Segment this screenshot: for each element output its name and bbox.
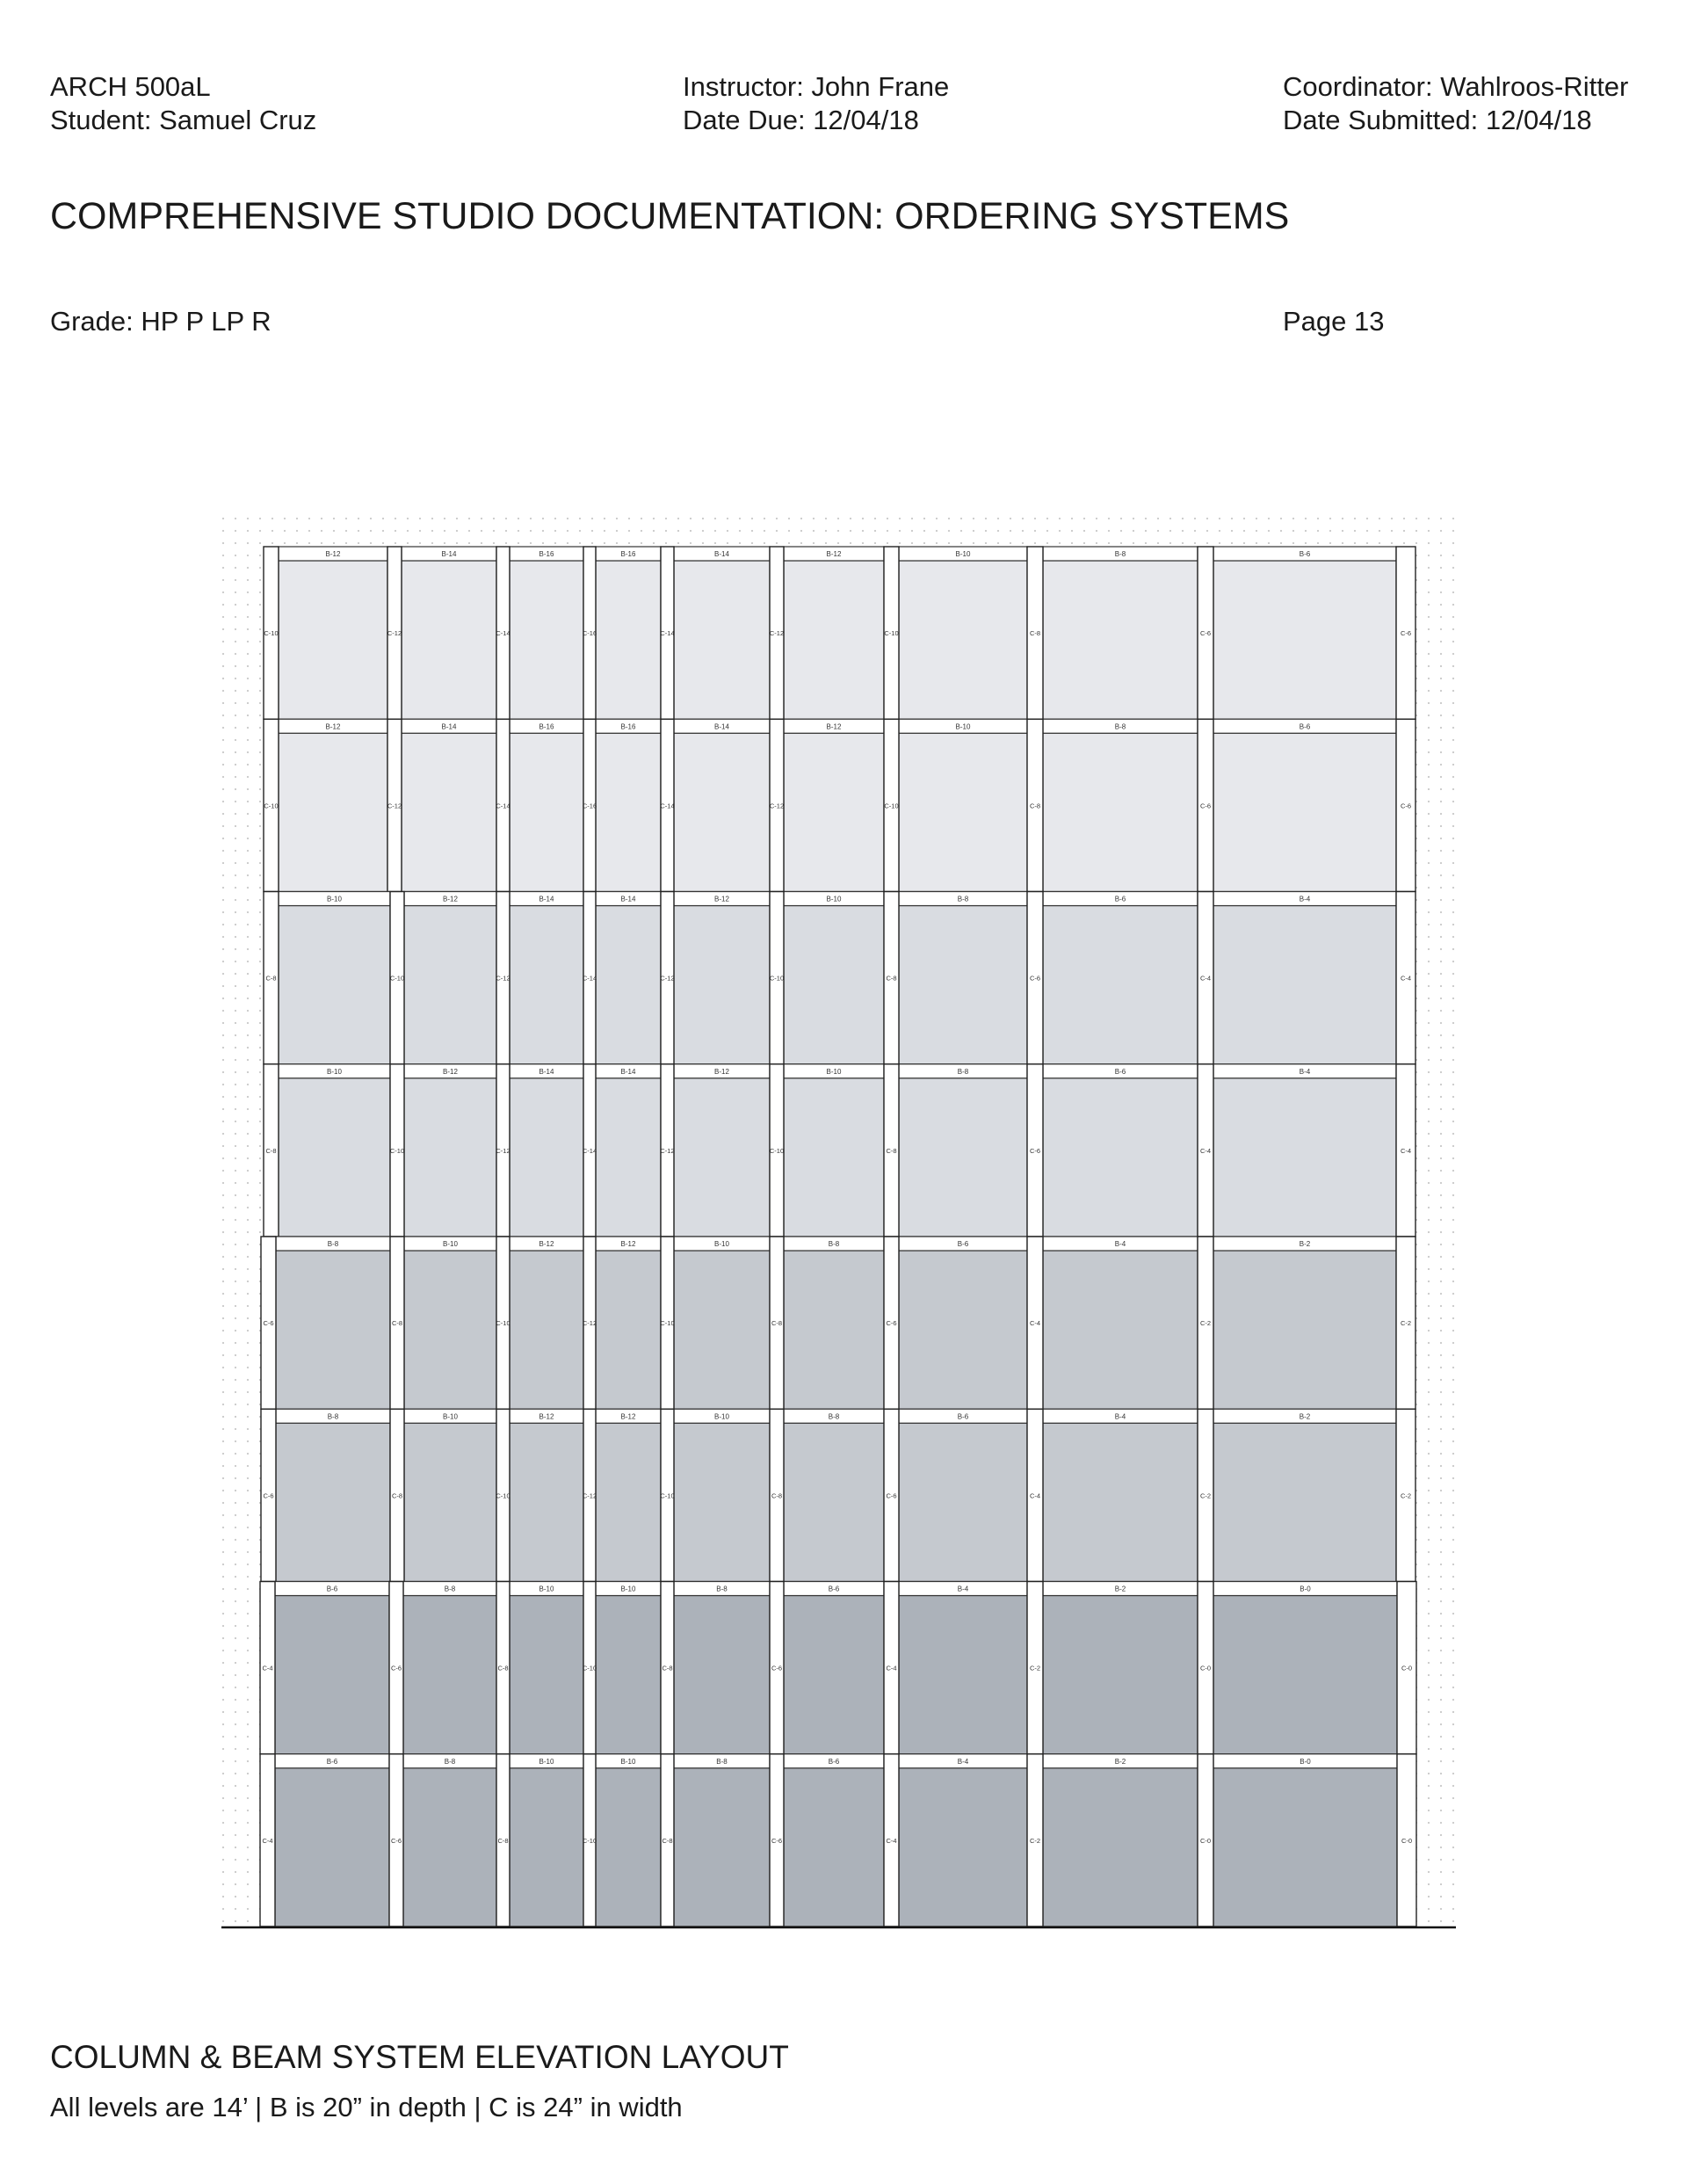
column-label: C-8 xyxy=(391,1319,403,1328)
beam-label: B-10 xyxy=(714,1240,729,1248)
infill-panel xyxy=(784,1596,884,1754)
column-label: C-4 xyxy=(1029,1319,1041,1328)
beam-label: B-0 xyxy=(1300,1585,1311,1593)
infill-panel xyxy=(1213,561,1396,719)
figure-caption: All levels are 14’ | B is 20” in depth | C is 24” in width xyxy=(50,2092,683,2122)
beam-label: B-8 xyxy=(1114,722,1126,731)
infill-panel xyxy=(596,1596,661,1754)
student-name: Student: Samuel Cruz xyxy=(50,105,317,135)
column-label: C-6 xyxy=(886,1319,897,1328)
beam-label: B-12 xyxy=(325,722,341,731)
column-label: C-14 xyxy=(660,629,675,638)
beam-label: B-8 xyxy=(828,1412,840,1421)
infill-panel xyxy=(899,1596,1027,1754)
column-label: C-8 xyxy=(886,1146,897,1155)
column-label: C-4 xyxy=(262,1664,273,1672)
column-label: C-10 xyxy=(496,1319,510,1328)
infill-panel xyxy=(899,1251,1027,1409)
beam-label: B-6 xyxy=(1299,550,1311,558)
beam-label: B-8 xyxy=(828,1240,840,1248)
beam-label: B-16 xyxy=(620,722,636,731)
beam-label: B-4 xyxy=(1299,895,1311,903)
infill-panel xyxy=(784,733,884,891)
beam-label: B-12 xyxy=(826,722,842,731)
beam-label: B-12 xyxy=(714,1067,729,1076)
infill-panel xyxy=(1043,1251,1198,1409)
beam-label: B-4 xyxy=(957,1757,969,1766)
infill-panel xyxy=(1213,1423,1396,1581)
column-label: C-2 xyxy=(1199,1491,1212,1500)
column-label: C-12 xyxy=(387,802,402,810)
beam-label: B-10 xyxy=(955,550,971,558)
beam-label: B-12 xyxy=(443,895,458,903)
column-label: C-4 xyxy=(1029,1491,1041,1500)
column-label: C-16 xyxy=(582,802,597,810)
beam-label: B-14 xyxy=(714,722,729,731)
infill-panel xyxy=(510,1768,583,1926)
infill-panel xyxy=(1213,733,1396,891)
column-label: C-6 xyxy=(886,1491,897,1500)
infill-panel xyxy=(899,733,1027,891)
beam-label: B-8 xyxy=(1114,550,1126,558)
beam-label: B-12 xyxy=(539,1240,554,1248)
column-label: C-10 xyxy=(769,1146,785,1155)
column-label: C-10 xyxy=(660,1491,675,1500)
infill-panel xyxy=(403,1768,496,1926)
beam-label: B-6 xyxy=(326,1757,338,1766)
infill-panel xyxy=(404,1423,496,1581)
column-label: C-14 xyxy=(660,802,675,810)
beam-label: B-2 xyxy=(1114,1585,1126,1593)
infill-panel xyxy=(784,906,884,1064)
infill-panel xyxy=(510,1251,583,1409)
beam-label: B-2 xyxy=(1114,1757,1126,1766)
beam-label: B-12 xyxy=(443,1067,458,1076)
column-label: C-4 xyxy=(886,1664,897,1672)
infill-panel xyxy=(1213,906,1396,1064)
column-label: C-12 xyxy=(496,1146,510,1155)
beam-label: B-6 xyxy=(326,1585,338,1593)
column-label: C-6 xyxy=(263,1491,274,1500)
infill-panel xyxy=(279,561,387,719)
infill-panel xyxy=(784,1251,884,1409)
infill-panel xyxy=(674,1251,770,1409)
infill-panel xyxy=(899,1768,1027,1926)
infill-panel xyxy=(1043,1596,1198,1754)
column-label: C-8 xyxy=(662,1664,673,1672)
column-label: C-10 xyxy=(582,1836,597,1845)
beam-label: B-8 xyxy=(716,1585,728,1593)
beam-label: B-14 xyxy=(539,1067,554,1076)
column-label: C-4 xyxy=(1199,1146,1212,1155)
infill-panel xyxy=(1213,1768,1397,1926)
infill-panel xyxy=(674,906,770,1064)
infill-panel xyxy=(510,733,583,891)
beam-label: B-6 xyxy=(957,1412,969,1421)
infill-panel xyxy=(510,1596,583,1754)
column-label: C-10 xyxy=(884,629,899,638)
infill-panel xyxy=(674,1423,770,1581)
infill-panel xyxy=(899,1078,1027,1237)
beam-label: B-14 xyxy=(539,895,554,903)
beam-label: B-4 xyxy=(1114,1412,1126,1421)
column-label: C-6 xyxy=(390,1664,402,1672)
beam-label: B-16 xyxy=(620,550,636,558)
column-label: C-8 xyxy=(771,1319,783,1328)
column-label: C-6 xyxy=(263,1319,274,1328)
column-label: C-12 xyxy=(387,629,402,638)
column-label: C-0 xyxy=(1401,1836,1413,1845)
beam-label: B-6 xyxy=(957,1240,969,1248)
beam-label: B-8 xyxy=(444,1585,456,1593)
column-label: C-14 xyxy=(496,629,510,638)
column-label: C-6 xyxy=(1400,802,1412,810)
column-label: C-6 xyxy=(1029,1146,1041,1155)
column-label: C-14 xyxy=(582,974,597,983)
infill-panel xyxy=(899,561,1027,719)
beam-label: B-14 xyxy=(620,1067,636,1076)
column-label: C-4 xyxy=(1400,974,1412,983)
column-label: C-10 xyxy=(582,1664,597,1672)
beam-label: B-14 xyxy=(441,550,457,558)
beam-label: B-4 xyxy=(957,1585,969,1593)
infill-panel xyxy=(596,1423,661,1581)
column-label: C-8 xyxy=(391,1491,403,1500)
column-label: C-2 xyxy=(1029,1664,1041,1672)
beam-label: B-6 xyxy=(828,1757,840,1766)
column-label: C-8 xyxy=(886,974,897,983)
beam-label: B-4 xyxy=(1299,1067,1311,1076)
infill-panel xyxy=(279,906,390,1064)
column-label: C-14 xyxy=(496,802,510,810)
column-label: C-6 xyxy=(771,1836,783,1845)
beam-label: B-4 xyxy=(1114,1240,1126,1248)
column-label: C-12 xyxy=(496,974,510,983)
page-number: Page 13 xyxy=(1283,306,1385,337)
infill-panel xyxy=(784,1078,884,1237)
infill-panel xyxy=(899,906,1027,1064)
infill-panel xyxy=(276,1423,390,1581)
infill-panel xyxy=(404,906,496,1064)
infill-panel xyxy=(1213,1078,1396,1237)
infill-panel xyxy=(674,1078,770,1237)
infill-panel xyxy=(1213,1596,1397,1754)
infill-panel xyxy=(596,733,661,891)
column-label: C-16 xyxy=(582,629,597,638)
beam-label: B-8 xyxy=(957,895,969,903)
beam-label: B-8 xyxy=(327,1412,339,1421)
column-label: C-10 xyxy=(769,974,785,983)
infill-panel xyxy=(1213,1251,1396,1409)
beam-label: B-12 xyxy=(826,550,842,558)
infill-panel xyxy=(275,1768,389,1926)
infill-panel xyxy=(510,1423,583,1581)
beam-label: B-10 xyxy=(826,895,842,903)
infill-panel xyxy=(784,1768,884,1926)
beam-label: B-10 xyxy=(826,1067,842,1076)
column-label: C-10 xyxy=(884,802,899,810)
column-label: C-12 xyxy=(582,1491,597,1500)
beam-label: B-10 xyxy=(714,1412,729,1421)
infill-panel xyxy=(1043,1768,1198,1926)
beam-label: B-8 xyxy=(957,1067,969,1076)
beam-label: B-14 xyxy=(441,722,457,731)
column-label: C-12 xyxy=(660,1146,675,1155)
column-label: C-14 xyxy=(582,1146,597,1155)
document-title: COMPREHENSIVE STUDIO DOCUMENTATION: ORDERING SYSTEMS xyxy=(50,195,1290,237)
column-label: C-8 xyxy=(662,1836,673,1845)
column-label: C-12 xyxy=(582,1319,597,1328)
column-label: C-6 xyxy=(390,1836,402,1845)
column-label: C-4 xyxy=(262,1836,273,1845)
beam-label: B-12 xyxy=(539,1412,554,1421)
beam-label: B-14 xyxy=(714,550,729,558)
column-label: C-10 xyxy=(496,1491,510,1500)
column-label: C-10 xyxy=(389,1146,405,1155)
beam-label: B-12 xyxy=(620,1240,636,1248)
course-code: ARCH 500aL xyxy=(50,71,211,102)
column-label: C-8 xyxy=(771,1491,783,1500)
column-label: C-8 xyxy=(265,974,277,983)
beam-label: B-12 xyxy=(620,1412,636,1421)
beam-label: B-12 xyxy=(714,895,729,903)
column-label: C-2 xyxy=(1400,1319,1412,1328)
column-label: C-8 xyxy=(1029,629,1041,638)
infill-panel xyxy=(674,1596,770,1754)
infill-panel xyxy=(403,1596,496,1754)
infill-panel xyxy=(402,561,496,719)
column-label: C-6 xyxy=(1199,802,1212,810)
date-due: Date Due: 12/04/18 xyxy=(683,105,919,135)
beam-label: B-0 xyxy=(1300,1757,1311,1766)
column-label: C-10 xyxy=(660,1319,675,1328)
column-label: C-8 xyxy=(497,1664,509,1672)
infill-panel xyxy=(275,1596,389,1754)
column-label: C-8 xyxy=(1029,802,1041,810)
beam-label: B-10 xyxy=(443,1240,458,1248)
column-label: C-10 xyxy=(264,802,279,810)
infill-panel xyxy=(279,1078,390,1237)
infill-panel xyxy=(596,1768,661,1926)
infill-panel xyxy=(1043,1078,1198,1237)
beam-label: B-16 xyxy=(539,722,554,731)
beam-label: B-2 xyxy=(1299,1240,1311,1248)
beam-label: B-10 xyxy=(539,1585,554,1593)
beam-label: B-10 xyxy=(327,1067,342,1076)
beam-label: B-16 xyxy=(539,550,554,558)
beam-label: B-10 xyxy=(620,1757,636,1766)
beam-label: B-10 xyxy=(443,1412,458,1421)
column-label: C-0 xyxy=(1199,1664,1212,1672)
column-label: C-8 xyxy=(265,1146,277,1155)
infill-panel xyxy=(510,1078,583,1237)
infill-panel xyxy=(596,1078,661,1237)
column-label: C-0 xyxy=(1199,1836,1212,1845)
infill-panel xyxy=(674,733,770,891)
beam-label: B-6 xyxy=(1114,1067,1126,1076)
infill-panel xyxy=(510,561,583,719)
beam-label: B-12 xyxy=(325,550,341,558)
beam-label: B-10 xyxy=(539,1757,554,1766)
infill-panel xyxy=(596,906,661,1064)
beam-label: B-6 xyxy=(1299,722,1311,731)
infill-panel xyxy=(1043,733,1198,891)
column-label: C-2 xyxy=(1199,1319,1212,1328)
coordinator-name: Coordinator: Wahlroos-Ritter xyxy=(1283,71,1629,102)
column-label: C-0 xyxy=(1401,1664,1413,1672)
column-label: C-4 xyxy=(1199,974,1212,983)
beam-label: B-10 xyxy=(620,1585,636,1593)
beam-label: B-8 xyxy=(327,1240,339,1248)
column-label: C-10 xyxy=(389,974,405,983)
beam-label: B-2 xyxy=(1299,1412,1311,1421)
beam-label: B-14 xyxy=(620,895,636,903)
grade-line: Grade: HP P LP R xyxy=(50,306,272,337)
infill-panel xyxy=(1043,1423,1198,1581)
infill-panel xyxy=(1043,561,1198,719)
infill-panel xyxy=(674,561,770,719)
infill-panel xyxy=(784,561,884,719)
column-label: C-4 xyxy=(886,1836,897,1845)
column-label: C-2 xyxy=(1400,1491,1412,1500)
date-submitted: Date Submitted: 12/04/18 xyxy=(1283,105,1592,135)
infill-panel xyxy=(596,1251,661,1409)
column-label: C-4 xyxy=(1400,1146,1412,1155)
infill-panel xyxy=(276,1251,390,1409)
figure-title: COLUMN & BEAM SYSTEM ELEVATION LAYOUT xyxy=(50,2039,789,2075)
column-label: C-2 xyxy=(1029,1836,1041,1845)
column-label: C-6 xyxy=(1400,629,1412,638)
infill-panel xyxy=(510,906,583,1064)
infill-panel xyxy=(404,1251,496,1409)
column-label: C-8 xyxy=(497,1836,509,1845)
infill-panel xyxy=(404,1078,496,1237)
beam-label: B-8 xyxy=(444,1757,456,1766)
infill-panel xyxy=(596,561,661,719)
beam-label: B-8 xyxy=(716,1757,728,1766)
column-label: C-12 xyxy=(769,629,785,638)
infill-panel xyxy=(402,733,496,891)
infill-panel xyxy=(674,1768,770,1926)
infill-panel xyxy=(899,1423,1027,1581)
column-label: C-6 xyxy=(1029,974,1041,983)
beam-label: B-10 xyxy=(955,722,971,731)
column-label: C-10 xyxy=(264,629,279,638)
beam-label: B-10 xyxy=(327,895,342,903)
instructor-name: Instructor: John Frane xyxy=(683,71,950,102)
column-label: C-12 xyxy=(769,802,785,810)
beam-label: B-6 xyxy=(1114,895,1126,903)
beam-label: B-6 xyxy=(828,1585,840,1593)
infill-panel xyxy=(784,1423,884,1581)
infill-panel xyxy=(1043,906,1198,1064)
column-label: C-12 xyxy=(660,974,675,983)
infill-panel xyxy=(279,733,387,891)
column-label: C-6 xyxy=(1199,629,1212,638)
column-label: C-6 xyxy=(771,1664,783,1672)
